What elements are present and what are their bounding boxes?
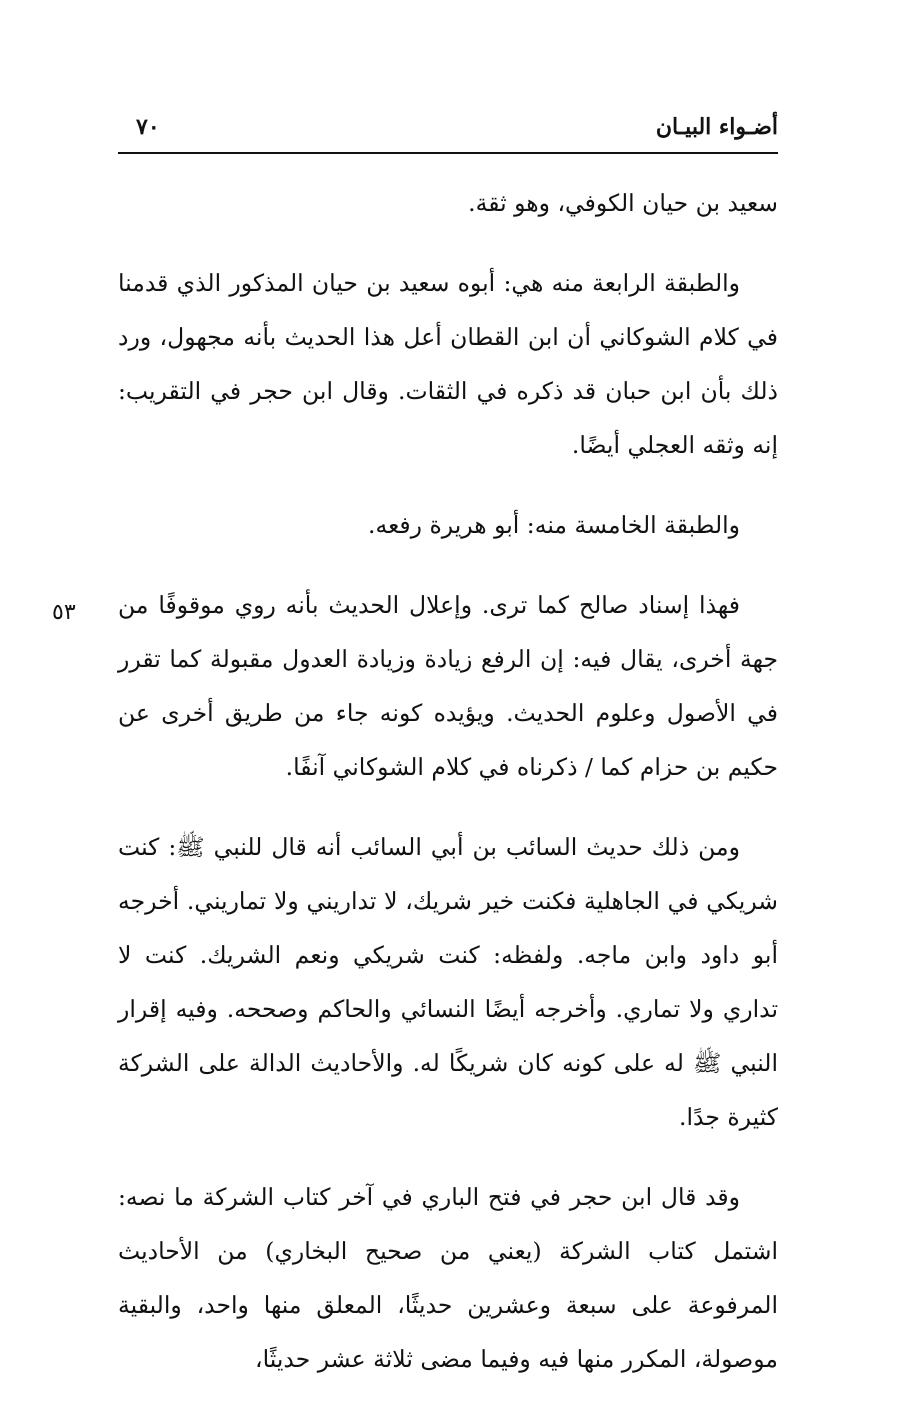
paragraph-2: والطبقة الرابعة منه هي: أبوه سعيد بن حيان المذكور الذي قدمنا في كلام الشوكاني أن ابن القطان أعل هذا الحديث بأنه مجهول، ورد ذلك بأن ابن حبان قد ذكره في الثقات. وقال ابن حجر في التقريب: إنه وثقه العجلي أيضًا.: [118, 269, 778, 459]
margin-page-reference: ٥٣: [52, 600, 76, 625]
running-title: أضـواء البيـان: [655, 114, 778, 140]
page-header: [118, 112, 778, 154]
paragraph-3: والطبقة الخامسة منه: أبو هريرة رفعه.: [368, 511, 740, 539]
paragraph-1: سعيد بن حيان الكوفي، وهو ثقة.: [468, 189, 778, 217]
paragraph-5: ومن ذلك حديث السائب بن أبي السائب أنه قال للنبي ﷺ: كنت شريكي في الجاهلية فكنت خير شريك، لا تداريني ولا تماريني. أخرجه أبو داود وابن ماجه. ولفظه: كنت شريكي ونعم الشريك. كنت لا تداري ولا تماري. وأخرجه أيضًا النسائي والحاكم وصححه. وفيه إقرار النبي ﷺ له على كونه كان شريكًا له. والأحاديث الدالة على الشركة كثيرة جدًا.: [118, 833, 778, 1131]
body-text: [118, 176, 778, 1412]
paragraph-6: وقد قال ابن حجر في فتح الباري في آخر كتاب الشركة ما نصه: اشتمل كتاب الشركة (يعني من صحيح البخاري) من الأحاديث المرفوعة على سبعة وعشرين حديثًا، المعلق منها واحد، والبقية موصولة، المكرر منها فيه وفيما مضى ثلاثة عشر حديثًا،: [118, 1183, 778, 1373]
page-number: ٧٠: [136, 114, 160, 140]
paragraph-4: فهذا إسناد صالح كما ترى. وإعلال الحديث بأنه روي موقوفًا من جهة أخرى، يقال فيه: إن الرفع زيادة وزيادة العدول مقبولة كما تقرر في الأصول وعلوم الحديث. ويؤيده كونه جاء من طريق أخرى عن حكيم بن حزام كما / ذكرناه في كلام الشوكاني آنفًا.: [118, 591, 778, 781]
